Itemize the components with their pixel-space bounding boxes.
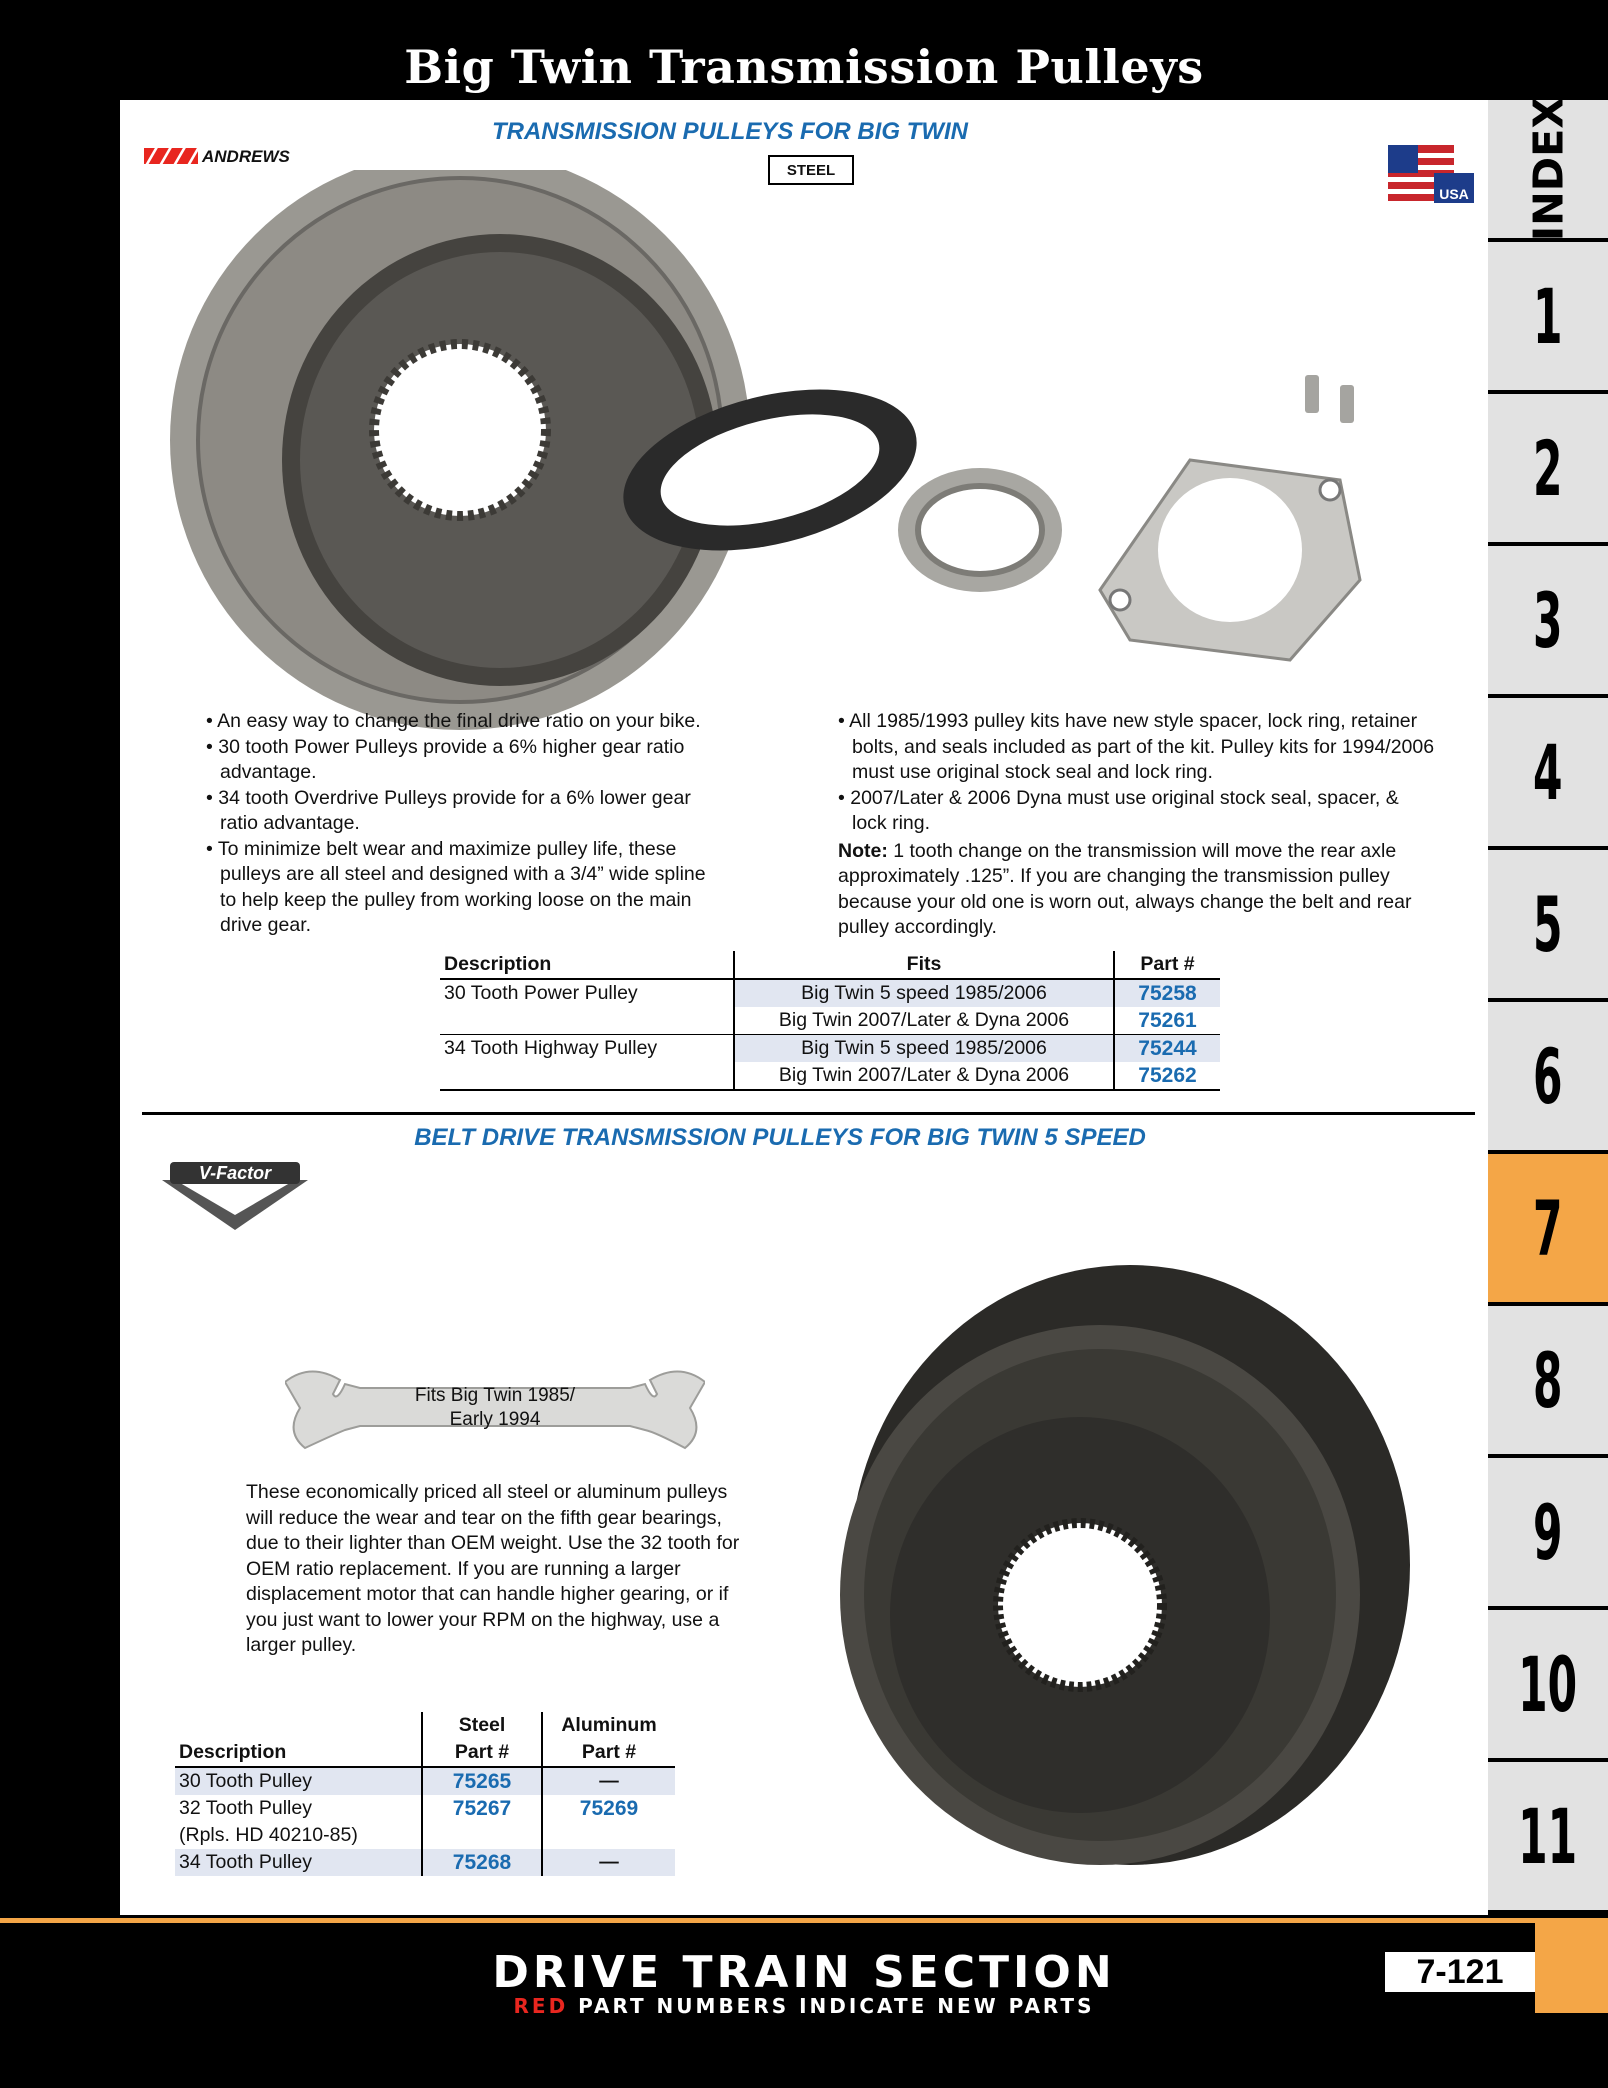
row-fits: Big Twin 2007/Later & Dyna 2006	[734, 1062, 1114, 1090]
tab-label: 11	[1518, 1791, 1578, 1881]
tab-label: 5	[1533, 879, 1563, 969]
features-right	[838, 709, 1438, 941]
tab-6[interactable]	[1488, 1002, 1608, 1150]
part-number[interactable]: 75244	[1114, 1035, 1220, 1063]
table-row	[440, 1007, 1220, 1035]
tab-label: 2	[1533, 423, 1563, 513]
section-divider	[142, 1112, 1475, 1115]
row-desc: 34 Tooth Highway Pulley	[440, 1035, 734, 1063]
row-desc-line1: 32 Tooth Pulley	[179, 1797, 312, 1819]
tab-11[interactable]	[1488, 1762, 1608, 1910]
tab-9[interactable]	[1488, 1458, 1608, 1606]
aluminum-part-number: —	[599, 1851, 619, 1873]
v-factor-logo-text: V-Factor	[198, 1163, 272, 1183]
footer-subtitle	[0, 1994, 1608, 2018]
tab-label: 4	[1533, 727, 1563, 817]
belt-pulley-table	[175, 1712, 675, 1876]
row-desc: 34 Tooth Pulley	[175, 1849, 422, 1876]
row-desc: 30 Tooth Pulley	[175, 1767, 422, 1795]
section1-title: TRANSMISSION PULLEYS FOR BIG TWIN	[491, 118, 968, 145]
table-row	[175, 1849, 675, 1876]
section-tabs	[1488, 96, 1608, 1915]
tab-8[interactable]	[1488, 1306, 1608, 1454]
part-number[interactable]: 75258	[1114, 979, 1220, 1007]
tab-label: 8	[1533, 1335, 1563, 1425]
table-row	[440, 1035, 1220, 1063]
col-description: Description	[440, 951, 734, 979]
pulley-kit-image	[150, 170, 1470, 790]
row-fits: Big Twin 5 speed 1985/2006	[734, 979, 1114, 1007]
row-fits: Big Twin 5 speed 1985/2006	[734, 1035, 1114, 1063]
tab-10[interactable]	[1488, 1610, 1608, 1758]
content-page	[120, 100, 1488, 1915]
page-number: 7-121	[1385, 1952, 1535, 1992]
footer-red-word: RED	[513, 1994, 569, 2018]
andrews-logo	[144, 146, 316, 166]
note	[838, 839, 1438, 941]
section2-title: BELT DRIVE TRANSMISSION PULLEYS FOR BIG TWIN 5 SPEED	[414, 1124, 1146, 1151]
feature-bullet: • An easy way to change the final drive ratio on your bike.	[206, 710, 701, 732]
tab-5[interactable]	[1488, 850, 1608, 998]
footer-subtitle-rest: PART NUMBERS INDICATE NEW PARTS	[568, 1994, 1095, 2018]
note-label: Note:	[838, 839, 888, 862]
col-aluminum: Aluminum	[561, 1714, 657, 1736]
note-text: 1 tooth change on the transmission will move the rear axle approximately .125”. If you are changing the transmission pulley because your old one is worn out, always change the belt and rear pulley accordingly.	[838, 839, 1412, 938]
feature-bullet: • 34 tooth Overdrive Pulleys provide for a 6% lower gear ratio advantage.	[206, 786, 691, 834]
row-fits: Big Twin 2007/Later & Dyna 2006	[734, 1007, 1114, 1035]
part-number[interactable]: 75261	[1138, 1009, 1197, 1032]
steel-part-number[interactable]: 75265	[422, 1767, 542, 1795]
aluminum-part-number[interactable]: 75269	[579, 1797, 639, 1820]
page-title: Big Twin Transmission Pulleys	[404, 40, 1204, 94]
section2-description: These economically priced all steel or aluminum pulleys will reduce the wear and tear on the fifth gear bearings, due to their lighter than OEM weight. Use the 32 tooth for OEM ratio replacement. If you are running a larger displacement motor that can handle higher gearing, or if you just want to lower your RPM on the highway, use a larger pulley.	[246, 1481, 740, 1656]
col-description: Description	[175, 1739, 422, 1767]
tab-label: INDEX	[1523, 96, 1573, 242]
row-desc	[175, 1795, 422, 1849]
andrews-logo-text: ANDREWS	[202, 147, 290, 166]
tab-4[interactable]	[1488, 698, 1608, 846]
col-steel-part: Part #	[422, 1739, 542, 1767]
table-row	[175, 1767, 675, 1795]
tab-label: 6	[1533, 1031, 1563, 1121]
v-factor-logo	[160, 1160, 310, 1232]
footer-section-title: DRIVE TRAIN SECTION	[492, 1947, 1116, 1998]
steel-part-number[interactable]: 75267	[422, 1795, 542, 1849]
aluminum-part-number: —	[599, 1770, 619, 1792]
row-desc	[440, 1007, 734, 1035]
tab-label: 10	[1518, 1639, 1578, 1729]
table-row	[440, 979, 1220, 1007]
feature-bullet: • 30 tooth Power Pulleys provide a 6% higher gear ratio advantage.	[206, 735, 685, 783]
features-left	[206, 709, 726, 939]
tab-3[interactable]	[1488, 546, 1608, 694]
material-badge: STEEL	[768, 155, 854, 185]
feature-bullet: • To minimize belt wear and maximize pulley life, these pulleys are all steel and designed with a 3/4” wide spline to help keep the pulley from working loose on the main drive gear.	[206, 837, 706, 936]
wrench-fitment-text: Fits Big Twin 1985/ Early 1994	[414, 1385, 576, 1430]
feature-bullet: • 2007/Later & 2006 Dyna must use original stock seal, spacer, & lock ring.	[838, 786, 1399, 834]
steel-part-number[interactable]: 75268	[422, 1849, 542, 1876]
table-row	[175, 1795, 675, 1849]
col-blank	[175, 1712, 422, 1739]
row-desc-line2: (Rpls. HD 40210-85)	[179, 1824, 358, 1846]
tab-label: 1	[1533, 271, 1563, 361]
table-row	[440, 1062, 1220, 1090]
row-desc	[440, 1062, 734, 1090]
tab-1[interactable]	[1488, 242, 1608, 390]
feature-bullet: • All 1985/1993 pulley kits have new style spacer, lock ring, retainer bolts, and seals included as part of the kit. Pulley kits for 1994/2006 must use original stock seal and lock ring.	[838, 710, 1435, 783]
pulley-table	[440, 951, 1220, 1091]
col-steel: Steel	[422, 1712, 542, 1739]
usa-logo-text: USA	[1439, 186, 1469, 202]
footer-accent-line	[0, 1918, 1608, 1923]
tab-label: 7	[1533, 1183, 1563, 1273]
tab-label: 3	[1533, 575, 1563, 665]
tab-2[interactable]	[1488, 394, 1608, 542]
col-fits: Fits	[734, 951, 1114, 979]
col-aluminum-part: Part #	[581, 1741, 637, 1763]
tab-label: 9	[1533, 1487, 1563, 1577]
part-number[interactable]: 75262	[1138, 1064, 1197, 1087]
row-desc: 30 Tooth Power Pulley	[440, 979, 734, 1007]
tab-index[interactable]	[1488, 96, 1608, 242]
belt-pulley-image	[780, 1245, 1420, 1885]
col-part: Part #	[1140, 953, 1195, 975]
tab-7[interactable]	[1488, 1154, 1608, 1302]
